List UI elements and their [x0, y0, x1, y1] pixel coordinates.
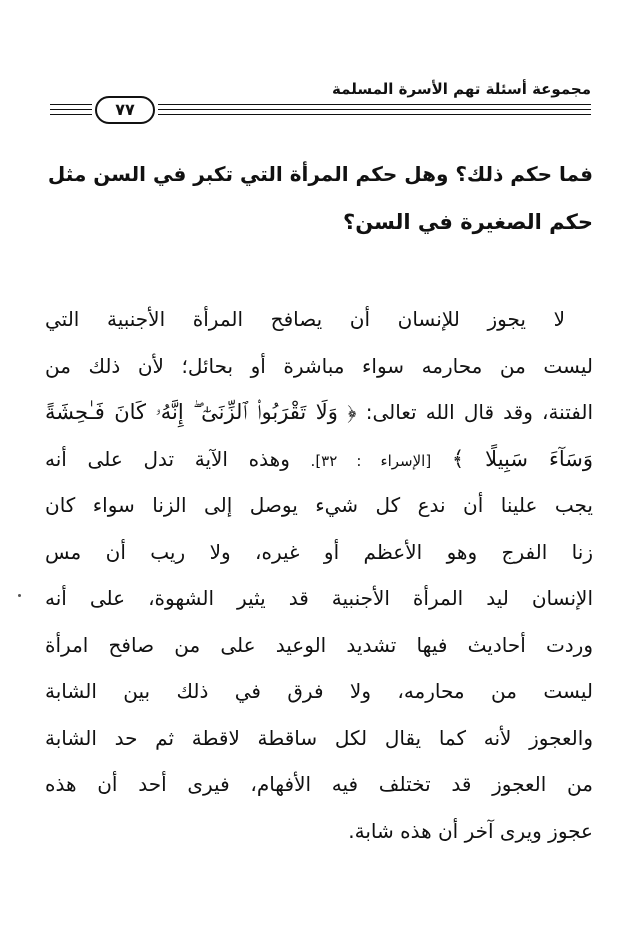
- quran-verse-part-2: وَسَآءَ سَبِيلًا ﴾: [451, 446, 593, 471]
- verse-reference: [الإسراء : ٣٢].: [310, 451, 432, 470]
- answer-line-7: الإنسان ليد المرأة الأجنبية قد يثير الشهوة، على أنه: [45, 586, 593, 610]
- answer-line-5: يجب علينا أن ندع كل شيء يوصل إلى الزنا سواء كان: [45, 493, 593, 517]
- answer-line-3: [45, 389, 593, 436]
- header-rule-right-third: [158, 114, 591, 115]
- question-heading: [45, 150, 593, 246]
- answer-line-9: ليست من محارمه، ولا فرق في ذلك بين الشابة: [45, 679, 593, 703]
- header-rule-left-top: [50, 104, 92, 105]
- answer-line-8: وردت أحاديث فيها تشديد الوعيد على من صافح امرأة: [45, 632, 593, 657]
- quran-verse-part-1: ﴿ وَلَا تَقْرَبُوا۟ ٱلزِّنَىٰٓ ۖ إِنَّهُۥ كَانَ فَـٰحِشَةً: [45, 400, 357, 424]
- running-header-title: مجموعة أسئلة تهم الأسرة المسلمة: [332, 80, 591, 98]
- answer-line-6: زنا الفرج وهو الأعظم أو غيره، ولا ريب أن مس: [45, 539, 593, 564]
- header-rule-right-bottom: [158, 109, 591, 110]
- answer-line-10: والعجوز لأنه كما يقال لكل ساقطة لاقطة ثم حد الشابة: [45, 725, 593, 750]
- margin-speck: [18, 594, 21, 597]
- page-number-badge: ٧٧: [95, 96, 155, 124]
- answer-line-12: عجوز ويرى آخر أن هذه شابة.: [348, 818, 593, 843]
- answer-line-1: لا يجوز للإنسان أن يصافح المرأة الأجنبية التي: [45, 307, 565, 331]
- question-line-1: فما حكم ذلك؟ وهل حكم المرأة التي تكبر في السن مثل: [47, 162, 593, 186]
- answer-body: [45, 296, 593, 854]
- answer-line-4: [45, 436, 593, 483]
- answer-line-11: من العجوز قد تختلف فيه الأفهام، فيرى أحد أن هذه: [45, 772, 593, 796]
- answer-line-2: ليست من محارمه سواء مباشرة أو بحائل؛ لأن ذلك من: [45, 353, 593, 378]
- header-rule-left-third: [50, 114, 92, 115]
- answer-line-3-text: الفتنة، وقد قال الله تعالى:: [365, 400, 594, 424]
- question-line-2: حكم الصغيرة في السن؟: [343, 210, 593, 234]
- header-rule-left-bottom: [50, 109, 92, 110]
- answer-line-4-text: وهذه الآية تدل على أنه: [45, 446, 290, 471]
- header-rule-right-top: [158, 104, 591, 105]
